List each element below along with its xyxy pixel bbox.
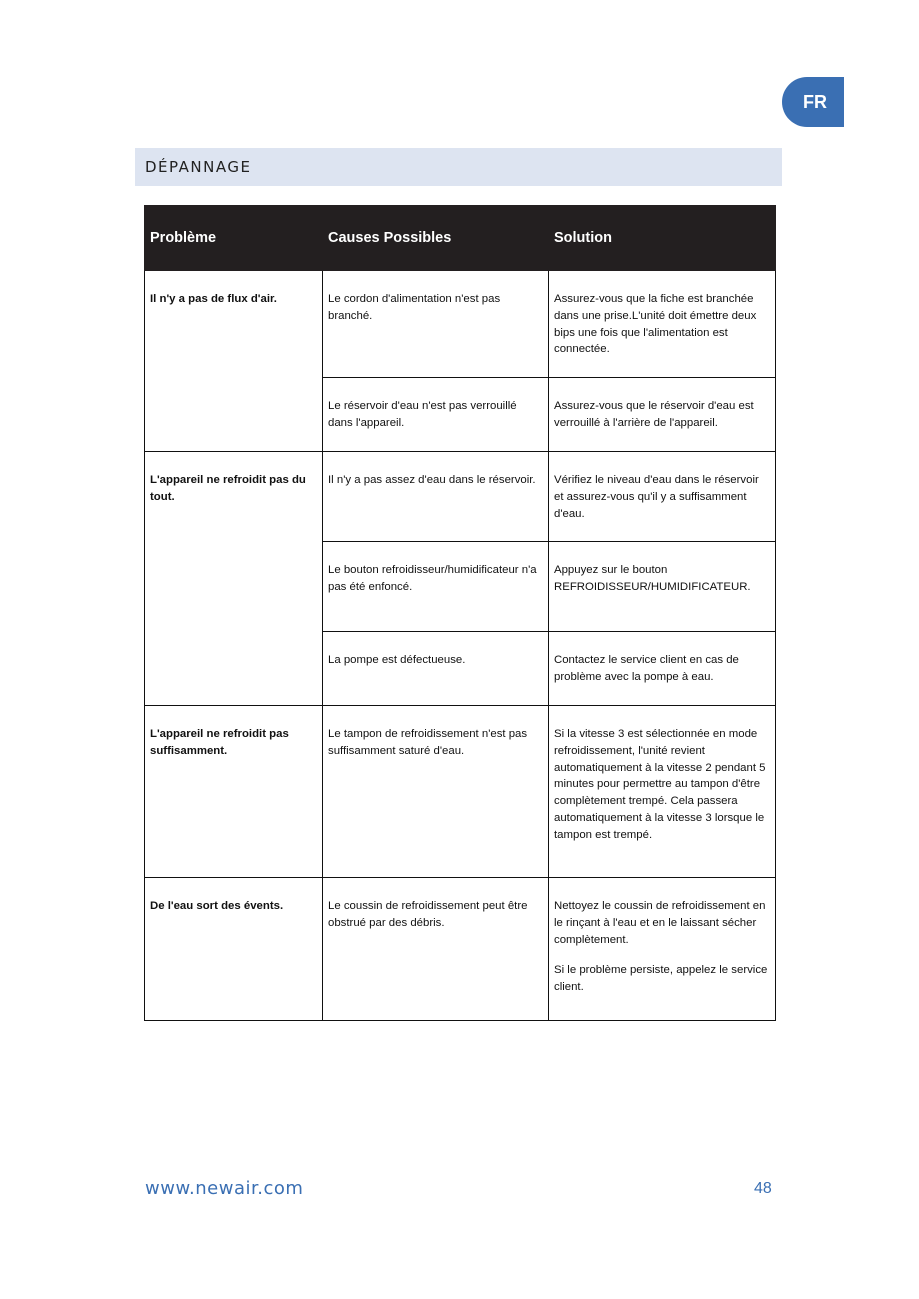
solution-text: Nettoyez le coussin de refroidissement en le rinçant à l'eau et en le laissant sécher complètement. — [554, 900, 766, 946]
page-number: 48 — [754, 1180, 772, 1197]
troubleshooting-table — [144, 205, 776, 1021]
footer-url: www.newair.com — [145, 1178, 304, 1199]
header-problem: Problème — [145, 206, 323, 271]
solution-cell — [549, 878, 776, 1021]
table-row — [145, 271, 776, 378]
cause-cell: La pompe est défectueuse. — [323, 632, 549, 706]
table-row — [145, 452, 776, 542]
header-causes: Causes Possibles — [323, 206, 549, 271]
table-row — [145, 878, 776, 1021]
cause-cell: Le tampon de refroidissement n'est pas suffisamment saturé d'eau. — [323, 706, 549, 878]
solution-cell: Assurez-vous que la fiche est branchée dans une prise.L'unité doit émettre deux bips une fois que l'alimentation est connectée. — [549, 271, 776, 378]
problem-cell: Il n'y a pas de flux d'air. — [145, 271, 323, 452]
solution-text-followup: Si le problème persiste, appelez le service client. — [554, 964, 768, 994]
solution-cell: Vérifiez le niveau d'eau dans le réservoir et assurez-vous qu'il y a suffisamment d'eau. — [549, 452, 776, 542]
problem-cell: L'appareil ne refroidit pas du tout. — [145, 452, 323, 706]
cause-cell: Le cordon d'alimentation n'est pas branché. — [323, 271, 549, 378]
cause-cell: Le réservoir d'eau n'est pas verrouillé dans l'appareil. — [323, 378, 549, 452]
cause-cell: Il n'y a pas assez d'eau dans le réservoir. — [323, 452, 549, 542]
solution-cell: Contactez le service client en cas de problème avec la pompe à eau. — [549, 632, 776, 706]
section-header — [135, 148, 782, 186]
solution-cell: Assurez-vous que le réservoir d'eau est verrouillé à l'arrière de l'appareil. — [549, 378, 776, 452]
header-solution: Solution — [549, 206, 776, 271]
problem-cell: De l'eau sort des évents. — [145, 878, 323, 1021]
solution-cell: Appuyez sur le bouton REFROIDISSEUR/HUMIDIFICATEUR. — [549, 542, 776, 632]
table-row — [145, 706, 776, 878]
problem-cell: L'appareil ne refroidit pas suffisamment. — [145, 706, 323, 878]
table-header-row — [145, 206, 776, 271]
cause-cell: Le coussin de refroidissement peut être obstrué par des débris. — [323, 878, 549, 1021]
solution-cell: Si la vitesse 3 est sélectionnée en mode refroidissement, l'unité revient automatiquement à la vitesse 2 pendant 5 minutes pour permettre au tampon d'être complètement trempé. Cela passera automatiquement à la vitesse 3 lorsque le tampon est trempé. — [549, 706, 776, 878]
cause-cell: Le bouton refroidisseur/humidificateur n'a pas été enfoncé. — [323, 542, 549, 632]
section-title: DÉPANNAGE — [145, 158, 252, 176]
language-tab: FR — [782, 77, 844, 127]
